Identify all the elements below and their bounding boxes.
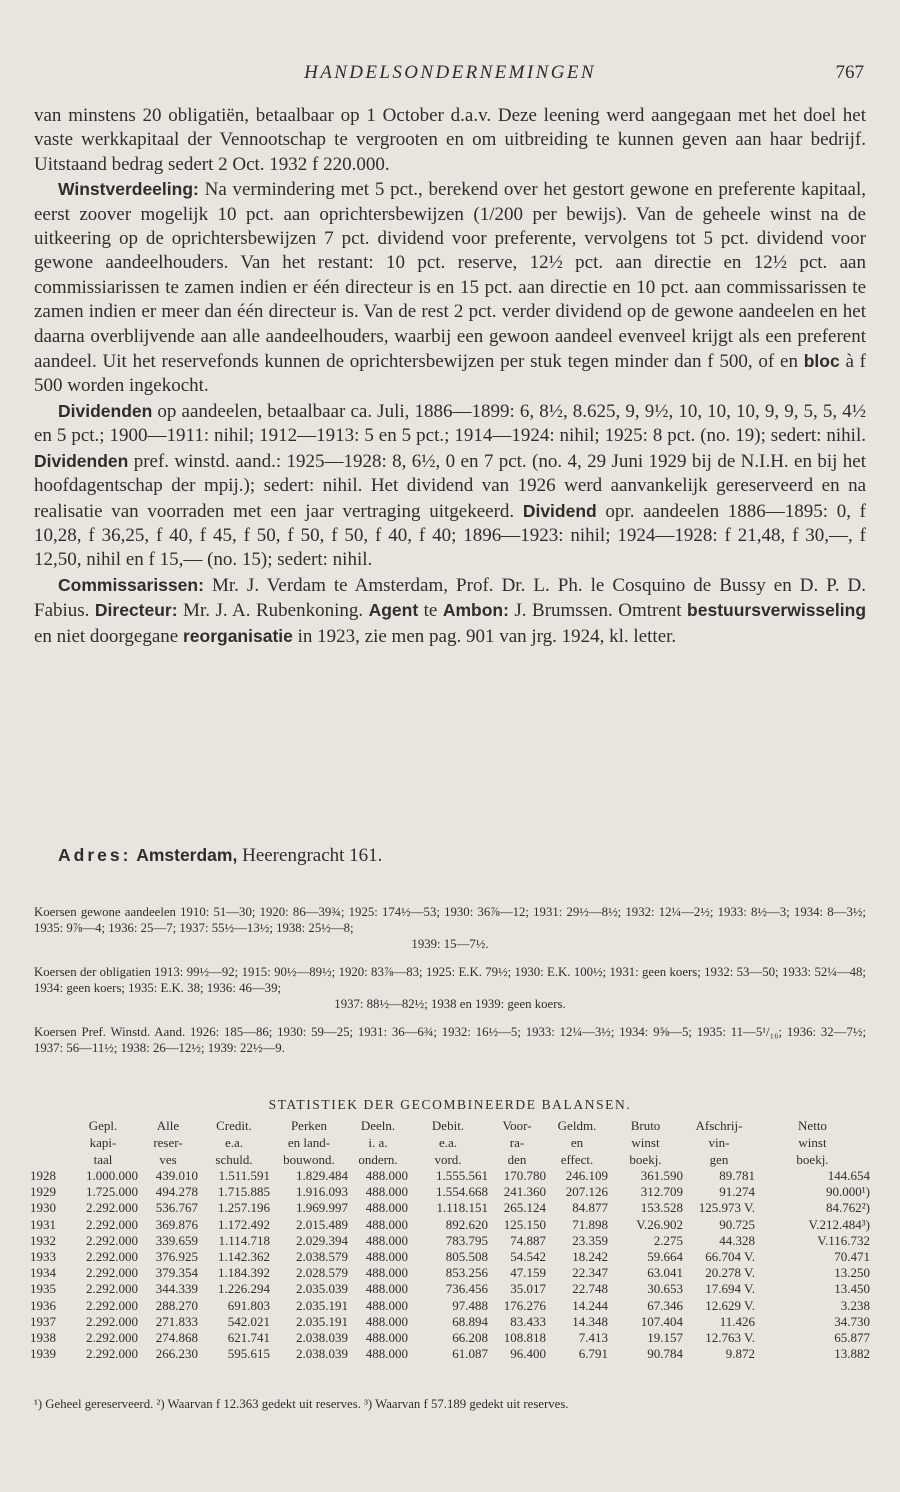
value-cell: 1.555.561 xyxy=(436,1168,488,1183)
value-cell: 66.208 xyxy=(452,1330,488,1346)
value-cell: 488.000 xyxy=(365,1281,408,1297)
koersen-gewone: Koersen gewone aandeelen 1910: 51—30; 1920: 86—39¾; 1925: 174½—53; 1930: 36⅞—12; 1931: 29½—8½; 1932: 12¼—2½; 1933: 8½—3; 1934: 8—3½; 1935: 9⅞—4; 1936: 25—7; 1937: 55½—13½; 1938: 25½—8; 1939: 15—7½. xyxy=(34,905,866,951)
value-cell: 736.456 xyxy=(445,1281,488,1297)
value-cell: 1.969.997 xyxy=(296,1200,348,1216)
value-cell: 1.916.093 xyxy=(296,1184,348,1200)
value-cell: 488.000 xyxy=(365,1330,408,1346)
statistiek-table xyxy=(30,1117,870,1362)
value-cell: 14.348 xyxy=(572,1313,608,1329)
value-cell: 63.041 xyxy=(647,1265,683,1281)
value-cell: 488.000 xyxy=(365,1265,408,1281)
column-header xyxy=(30,1117,68,1168)
column-header: Voor- ra- den xyxy=(502,1118,532,1167)
value-cell: 241.360 xyxy=(503,1184,546,1200)
table-row xyxy=(30,1281,870,1297)
value-cell: 96.400 xyxy=(510,1346,546,1362)
value-cell: 1.257.196 xyxy=(218,1200,270,1216)
value-cell: 13.882 xyxy=(834,1346,870,1362)
value-cell: 2.038.039 xyxy=(296,1330,348,1346)
value-cell: 376.925 xyxy=(155,1249,198,1265)
value-cell: 288.270 xyxy=(155,1297,198,1313)
value-cell: 2.292.000 xyxy=(86,1346,138,1362)
value-cell: 13.450 xyxy=(834,1281,870,1297)
column-header: Credit. e.a. schuld. xyxy=(215,1118,253,1167)
value-cell: V.212.484³) xyxy=(808,1216,870,1232)
paragraph-obligaties: van minstens 20 obligatiën, betaalbaar op 1 October d.a.v. Deze leening werd aangegaan met het doel het vaste werkkapitaal der Vennootschap te vergrooten en om uitbreiding te kunnen geven aan haar bedrijf. Uitstaand bedrag sedert 2 Oct. 1932 f 220.000. xyxy=(34,105,866,175)
value-cell: 153.528 xyxy=(640,1200,683,1216)
value-cell: V.26.902 xyxy=(636,1216,683,1232)
value-cell: 71.898 xyxy=(572,1216,608,1232)
statistiek-title: STATISTIEK DER GECOMBINEERDE BALANSEN. xyxy=(268,1097,632,1112)
value-cell: 107.404 xyxy=(640,1313,683,1329)
year-cell: 1931 xyxy=(30,1216,56,1232)
value-cell: 2.292.000 xyxy=(86,1281,138,1297)
table-row xyxy=(30,1314,870,1330)
value-cell: 59.664 xyxy=(647,1249,683,1265)
column-header: Geldm. en effect. xyxy=(557,1118,597,1167)
label-bloc: bloc xyxy=(803,351,840,372)
value-cell: 11.426 xyxy=(719,1313,755,1329)
year-cell: 1929 xyxy=(30,1184,56,1200)
value-cell: 488.000 xyxy=(365,1216,408,1232)
value-cell: 494.278 xyxy=(155,1184,198,1200)
value-cell: 853.256 xyxy=(445,1265,488,1281)
statistiek-header xyxy=(30,1117,870,1168)
value-cell: 9.872 xyxy=(725,1346,755,1362)
value-cell: 274.868 xyxy=(155,1330,198,1346)
value-cell: 339.659 xyxy=(155,1232,198,1248)
value-cell: 22.347 xyxy=(572,1265,608,1281)
address-street: Heerengracht 161. xyxy=(237,845,383,866)
year-cell: 1932 xyxy=(30,1232,56,1248)
value-cell: 2.292.000 xyxy=(86,1265,138,1281)
table-row xyxy=(30,1330,870,1346)
label-ambon: Ambon: xyxy=(442,600,509,621)
year-cell: 1938 xyxy=(30,1330,56,1346)
value-cell: 22.748 xyxy=(572,1281,608,1297)
value-cell: 68.894 xyxy=(452,1313,488,1329)
label-directeur: Directeur: xyxy=(94,600,178,621)
value-cell: 1.715.885 xyxy=(218,1184,270,1200)
value-cell: 6.791 xyxy=(578,1346,608,1362)
value-cell: 2.029.394 xyxy=(296,1232,348,1248)
value-cell: 439.010 xyxy=(155,1168,198,1183)
label-adres: Adres: xyxy=(58,845,132,865)
value-cell: 90.725 xyxy=(719,1216,755,1232)
value-cell: 90.000¹) xyxy=(826,1184,870,1200)
value-cell: 90.784 xyxy=(647,1346,683,1362)
value-cell: 1.554.668 xyxy=(436,1184,488,1200)
table-row xyxy=(30,1168,870,1184)
value-cell: 1.142.362 xyxy=(218,1249,270,1265)
value-cell: 265.124 xyxy=(503,1200,546,1216)
value-cell: 3.238 xyxy=(840,1297,870,1313)
paragraph-winstverdeeling: Winstverdeeling: Na vermindering met 5 pct., berekend over het gestort gewone en preferente kapitaal, eerst zoover mogelijk 10 pct. aan oprichtersbewijzen (1/200 per bewijs). Van de geheele winst na de uitkeering op de oprichtersbewijzen 7 pct. dividend voor preferente, vervolgens tot 5 pct. dividend voor gewone aandeelhouders. Van het restant: 10 pct. reserve, 12½ pct. aan directie en 12½ pct. aan commissiarissen te zamen indien er één directeur is en 15 pct. aan directie en 10 pct. aan commissarissen te zamen indien er meer dan één directeur is. Van de rest 2 pct. verder dividend op de gewone aandeelen en het daarna overblijvende aan alle aandeelhouders, waarbij een gewoon aandeel evenveel krijgt als een preferent aandeel. Uit het reservefonds kunnen de oprichtersbewijzen per stuk tegen minder dan f 500, of en bloc à f 500 worden ingekocht. xyxy=(34,179,867,397)
year-cell: 1928 xyxy=(30,1168,56,1183)
value-cell: 621.741 xyxy=(227,1330,270,1346)
value-cell: 595.615 xyxy=(227,1346,270,1362)
value-cell: 47.159 xyxy=(510,1265,546,1281)
value-cell: 488.000 xyxy=(365,1184,408,1200)
koersen-obligaties: Koersen der obligatien 1913: 99½—92; 1915: 90½—89½; 1920: 83⅞—83; 1925: E.K. 79½; 1930: E.K. 100½; 1931: geen koers; 1932: 53—50; 1933: 52¼—48; 1934: geen koers; 1935: E.K. 38; 1936: 46—39; 1937: 88½—82½; 1938 en 1939: geen koers. xyxy=(34,965,866,1011)
value-cell: 691.803 xyxy=(227,1297,270,1313)
value-cell: 2.035.191 xyxy=(296,1297,348,1313)
koersen-pref: Koersen Pref. Winstd. Aand. 1926: 185—86; 1930: 59—25; 1931: 36—6¾; 1932: 16½—5; 1933: 12¼—3½; 1934: 9⅝—5; 1935: 11—5¹/₁₆; 1936: 32—7½; 1937: 56—11½; 1938: 26—12½; 1939: 22½—9. xyxy=(34,1025,866,1055)
year-cell: 1937 xyxy=(30,1313,56,1329)
table-row xyxy=(30,1298,870,1314)
value-cell: 1.184.392 xyxy=(218,1265,270,1281)
value-cell: 344.339 xyxy=(155,1281,198,1297)
value-cell: 65.877 xyxy=(834,1330,870,1346)
year-cell: 1935 xyxy=(30,1281,56,1297)
label-dividend-opr: Dividend xyxy=(522,500,597,521)
value-cell: 7.413 xyxy=(578,1330,608,1346)
label-dividenden: Dividenden xyxy=(58,400,153,421)
column-header: Debit. e.a. vord. xyxy=(431,1118,465,1167)
value-cell: 805.508 xyxy=(445,1249,488,1265)
value-cell: 542.021 xyxy=(227,1313,270,1329)
table-row xyxy=(30,1233,870,1249)
column-header: Alle reser- ves xyxy=(153,1118,183,1167)
column-header: Afschrij- vin- gen xyxy=(695,1118,743,1167)
paragraph-commissarissen: Commissarissen: Mr. J. Verdam te Amsterdam, Prof. Dr. L. Ph. le Cosquino de Bussy en D. P. D. Fabius. Directeur: Mr. J. A. Rubenkoning. Agent te Ambon: J. Brumssen. Omtrent bestuursverwisseling en niet doorgegane reorganisatie in 1923, zie men pag. 901 van jrg. 1924, kl. letter. xyxy=(34,574,867,647)
value-cell: 488.000 xyxy=(365,1297,408,1313)
value-cell: 2.292.000 xyxy=(86,1313,138,1329)
value-cell: 1.226.294 xyxy=(218,1281,270,1297)
year-cell: 1939 xyxy=(30,1346,56,1362)
value-cell: 17.694 V. xyxy=(705,1281,755,1297)
value-cell: 2.292.000 xyxy=(86,1232,138,1248)
label-commissarissen: Commissarissen: xyxy=(58,574,204,595)
value-cell: 1.829.484 xyxy=(296,1168,348,1183)
table-row xyxy=(30,1184,870,1200)
value-cell: 536.767 xyxy=(155,1200,198,1216)
value-cell: 783.795 xyxy=(445,1232,488,1248)
value-cell: 361.590 xyxy=(640,1168,683,1183)
value-cell: 54.542 xyxy=(510,1249,546,1265)
value-cell: 144.654 xyxy=(827,1168,870,1183)
value-cell: 2.015.489 xyxy=(296,1216,348,1232)
value-cell: 488.000 xyxy=(365,1200,408,1216)
value-cell: 488.000 xyxy=(365,1249,408,1265)
column-header: Deeln. i. a. ondern. xyxy=(358,1118,398,1167)
value-cell: 379.354 xyxy=(155,1265,198,1281)
value-cell: 266.230 xyxy=(155,1346,198,1362)
value-cell: 170.780 xyxy=(503,1168,546,1183)
column-header: Bruto winst boekj. xyxy=(629,1118,662,1167)
value-cell: 1.511.591 xyxy=(218,1168,270,1183)
value-cell: 84.877 xyxy=(572,1200,608,1216)
value-cell: 84.762²) xyxy=(826,1200,870,1216)
value-cell: 12.763 V. xyxy=(705,1330,755,1346)
address-city: Amsterdam, xyxy=(136,845,238,865)
value-cell: 1.114.718 xyxy=(218,1232,270,1248)
year-cell: 1936 xyxy=(30,1297,56,1313)
value-cell: 70.471 xyxy=(834,1249,870,1265)
value-cell: 66.704 V. xyxy=(705,1249,755,1265)
value-cell: 2.035.191 xyxy=(296,1313,348,1329)
value-cell: 35.017 xyxy=(510,1281,546,1297)
value-cell: 246.109 xyxy=(565,1168,608,1183)
value-cell: 2.275 xyxy=(653,1232,683,1248)
value-cell: 1.000.000 xyxy=(86,1168,138,1183)
header-row xyxy=(30,1117,870,1168)
table-row xyxy=(30,1346,870,1362)
value-cell: 74.887 xyxy=(510,1232,546,1248)
value-cell: 61.087 xyxy=(452,1346,488,1362)
year-cell: 1930 xyxy=(30,1200,56,1216)
value-cell: 2.292.000 xyxy=(86,1216,138,1232)
value-cell: 488.000 xyxy=(365,1232,408,1248)
value-cell: V.116.732 xyxy=(817,1232,870,1248)
label-dividenden-pref: Dividenden xyxy=(34,450,129,471)
value-cell: 488.000 xyxy=(365,1313,408,1329)
value-cell: 13.250 xyxy=(834,1265,870,1281)
value-cell: 488.000 xyxy=(365,1346,408,1362)
value-cell: 19.157 xyxy=(647,1330,683,1346)
value-cell: 176.276 xyxy=(503,1297,546,1313)
footnotes: ¹) Geheel gereserveerd. ²) Waarvan f 12.363 gedekt uit reserves. ³) Waarvan f 57.189 gedekt uit reserves. xyxy=(34,1397,569,1411)
column-header: Perken en land- bouwond. xyxy=(283,1118,335,1167)
value-cell: 89.781 xyxy=(719,1168,755,1183)
value-cell: 30.653 xyxy=(647,1281,683,1297)
value-cell: 312.709 xyxy=(640,1184,683,1200)
value-cell: 1.172.492 xyxy=(218,1216,270,1232)
value-cell: 2.292.000 xyxy=(86,1297,138,1313)
value-cell: 2.035.039 xyxy=(296,1281,348,1297)
value-cell: 23.359 xyxy=(572,1232,608,1248)
table-row xyxy=(30,1249,870,1265)
value-cell: 2.038.039 xyxy=(296,1346,348,1362)
value-cell: 125.150 xyxy=(503,1216,546,1232)
value-cell: 1.118.151 xyxy=(436,1200,488,1216)
table-row xyxy=(30,1265,870,1281)
value-cell: 67.346 xyxy=(647,1297,683,1313)
address-line xyxy=(58,845,382,867)
column-header: Gepl. kapi- taal xyxy=(88,1118,118,1167)
paragraph-dividenden: Dividenden op aandeelen, betaalbaar ca. Juli, 1886—1899: 6, 8½, 8.625, 9, 9½, 10, 10, 10, 9, 9, 5, 5, 4½ en 5 pct.; 1900—1911: nihil; 1912—1913: 5 en 5 pct.; 1914—1924: nihil; 1925: 8 pct. (no. 19); sedert: nihil. Dividenden pref. winstd. aand.: 1925—1928: 8, 6½, 0 en 7 pct. (no. 4, 29 Juni 1929 bij de N.I.H. en bij het hoofdagentschap der mpij.); sedert: nihil. Het dividend van 1926 werd aanvankelijk gereserveerd en na realisatie van voorraden met een jaar vertraging uitgekeerd. Dividend opr. aandeelen 1886—1895: 0, f 10,28, f 36,25, f 40, f 45, f 50, f 50, f 50, f 40, f 40; 1896—1923: nihil; 1924—1928: f 21,48, f 30,—, f 12,50, nihil en f 15,— (no. 15); sedert: nihil. xyxy=(34,400,866,571)
year-cell: 1933 xyxy=(30,1249,56,1265)
label-reorganisatie: reorganisatie xyxy=(182,625,293,646)
header-title: HANDELSONDERNEMINGEN xyxy=(304,62,596,83)
value-cell: 14.244 xyxy=(572,1297,608,1313)
value-cell: 892.620 xyxy=(445,1216,488,1232)
label-agent: Agent xyxy=(368,600,419,621)
value-cell: 1.725.000 xyxy=(86,1184,138,1200)
value-cell: 207.126 xyxy=(565,1184,608,1200)
value-cell: 2.038.579 xyxy=(296,1249,348,1265)
value-cell: 2.292.000 xyxy=(86,1200,138,1216)
value-cell: 83.433 xyxy=(510,1313,546,1329)
running-header xyxy=(34,62,866,90)
label-bestuursverwisseling: bestuursverwisseling xyxy=(687,600,867,621)
table-row xyxy=(30,1200,870,1216)
value-cell: 97.488 xyxy=(452,1297,488,1313)
value-cell: 488.000 xyxy=(365,1168,408,1183)
body-text xyxy=(34,104,866,649)
value-cell: 18.242 xyxy=(572,1249,608,1265)
page-number: 767 xyxy=(835,62,864,83)
value-cell: 91.274 xyxy=(719,1184,755,1200)
value-cell: 125.973 V. xyxy=(698,1200,755,1216)
label-winstverdeeling: Winstverdeeling: xyxy=(58,179,199,200)
value-cell: 2.292.000 xyxy=(86,1330,138,1346)
value-cell: 369.876 xyxy=(155,1216,198,1232)
value-cell: 2.028.579 xyxy=(296,1265,348,1281)
statistiek-body xyxy=(30,1168,870,1362)
value-cell: 34.730 xyxy=(834,1313,870,1329)
table-row xyxy=(30,1217,870,1233)
year-cell: 1934 xyxy=(30,1265,56,1281)
value-cell: 12.629 V. xyxy=(705,1297,755,1313)
value-cell: 108.818 xyxy=(503,1330,546,1346)
column-header: Netto winst boekj. xyxy=(796,1118,829,1167)
value-cell: 271.833 xyxy=(155,1313,198,1329)
value-cell: 2.292.000 xyxy=(86,1249,138,1265)
value-cell: 44.328 xyxy=(719,1232,755,1248)
value-cell: 20.278 V. xyxy=(705,1265,755,1281)
